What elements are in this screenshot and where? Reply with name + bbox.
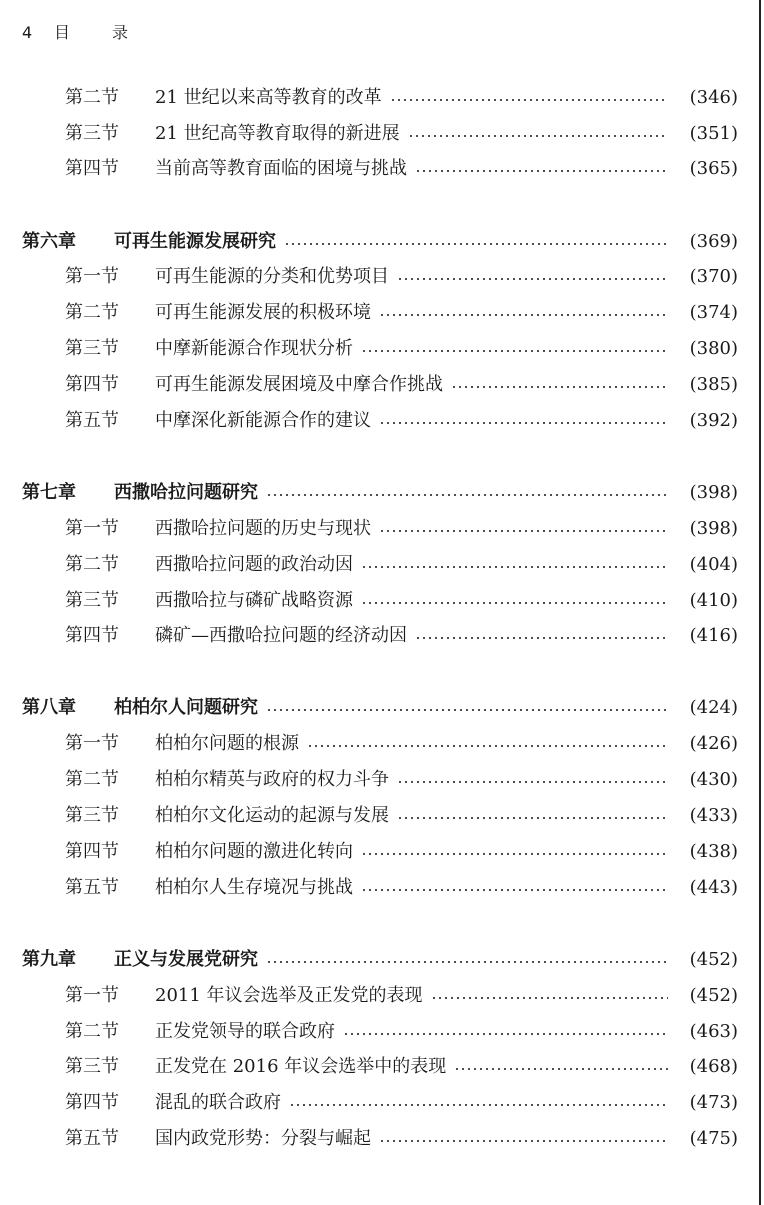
toc-section-entry[interactable] [0,122,760,146]
dot-leader [379,313,668,317]
section-number: 第一节 [65,733,119,754]
entry-title: 2011 年议会选举及正发党的表现 [155,985,423,1006]
entry-title: 柏柏尔问题的根源 [155,733,299,754]
entry-page: (473) [689,1092,738,1113]
toc-section-entry[interactable] [0,1091,760,1115]
dot-leader [343,1032,668,1036]
entry-title: 正发党领导的联合政府 [155,1021,335,1042]
toc-section-entry[interactable] [0,86,760,110]
dot-leader [390,98,668,102]
entry-title: 西撒哈拉问题的政治动因 [155,554,353,575]
toc-section-entry[interactable] [0,589,760,613]
section-number: 第二节 [65,302,119,323]
toc-section-entry[interactable] [0,768,760,792]
entry-title: 可再生能源发展研究 [114,231,276,252]
dot-leader [415,636,668,640]
entry-page: (468) [689,1056,738,1077]
entry-page: (351) [689,123,738,144]
entry-title: 柏柏尔人问题研究 [114,697,258,718]
entry-title: 西撒哈拉问题研究 [114,482,258,503]
entry-page: (452) [689,985,738,1006]
section-number: 第二节 [65,554,119,575]
dot-leader [397,816,668,820]
entry-page: (433) [689,805,738,826]
entry-title: 西撒哈拉与磷矿战略资源 [155,590,353,611]
entry-page: (392) [689,410,738,431]
section-number: 第四节 [65,158,119,179]
entry-title: 中摩新能源合作现状分析 [155,338,353,359]
dot-leader [451,385,668,389]
dot-leader [397,780,668,784]
toc-section-entry[interactable] [0,337,760,361]
chapter-number: 第六章 [22,231,76,252]
toc-section-entry[interactable] [0,517,760,541]
entry-page: (424) [689,697,738,718]
entry-title: 正发党在 2016 年议会选举中的表现 [155,1056,447,1077]
entry-page: (438) [689,841,738,862]
dot-leader [266,493,668,497]
entry-title: 柏柏尔精英与政府的权力斗争 [155,769,389,790]
entry-title: 柏柏尔人生存境况与挑战 [155,877,353,898]
dot-leader [379,421,668,425]
entry-page: (430) [689,769,738,790]
toc-section-entry[interactable] [0,1020,760,1044]
entry-title: 西撒哈拉问题的历史与现状 [155,518,371,539]
dot-leader [454,1067,668,1071]
entry-title: 柏柏尔问题的激进化转向 [155,841,353,862]
entry-page: (398) [689,482,738,503]
entry-title: 混乱的联合政府 [155,1092,281,1113]
entry-title: 可再生能源的分类和优势项目 [155,266,389,287]
entry-page: (463) [689,1021,738,1042]
header-title-char-2: 录 [112,23,129,42]
entry-title: 国内政党形势：分裂与崛起 [155,1128,371,1149]
dot-leader [361,565,668,569]
entry-title: 柏柏尔文化运动的起源与发展 [155,805,389,826]
section-number: 第三节 [65,590,119,611]
entry-page: (443) [689,877,738,898]
entry-page: (346) [689,87,738,108]
entry-page: (475) [689,1128,738,1149]
section-number: 第五节 [65,1128,119,1149]
section-number: 第四节 [65,841,119,862]
chapter-number: 第七章 [22,482,76,503]
entry-title: 21 世纪以来高等教育的改革 [155,87,382,108]
section-number: 第二节 [65,87,119,108]
dot-leader [379,1139,668,1143]
dot-leader [266,960,668,964]
section-number: 第一节 [65,985,119,1006]
entry-title: 正义与发展党研究 [114,949,258,970]
entry-page: (416) [689,625,738,646]
entry-title: 可再生能源发展的积极环境 [155,302,371,323]
dot-leader [361,888,668,892]
toc-section-entry[interactable] [0,301,760,325]
dot-leader [289,1103,668,1107]
section-number: 第三节 [65,123,119,144]
entry-page: (385) [689,374,738,395]
section-number: 第五节 [65,410,119,431]
section-number: 第二节 [65,1021,119,1042]
toc-section-entry[interactable] [0,157,760,181]
entry-page: (410) [689,590,738,611]
dot-leader [431,996,668,1000]
dot-leader [266,708,668,712]
section-number: 第四节 [65,625,119,646]
entry-page: (369) [689,231,738,252]
dot-leader [307,744,668,748]
entry-page: (426) [689,733,738,754]
section-number: 第一节 [65,266,119,287]
section-number: 第二节 [65,769,119,790]
dot-leader [284,242,668,246]
toc-section-entry[interactable] [0,804,760,828]
toc-section-entry[interactable] [0,265,760,289]
toc-section-entry[interactable] [0,840,760,864]
toc-chapter-entry[interactable] [0,948,760,972]
chapter-number: 第九章 [22,949,76,970]
entry-page: (374) [689,302,738,323]
entry-page: (404) [689,554,738,575]
dot-leader [361,852,668,856]
section-number: 第三节 [65,1056,119,1077]
entry-title: 当前高等教育面临的困境与挑战 [155,158,407,179]
dot-leader [415,169,668,173]
toc-section-entry[interactable] [0,732,760,756]
entry-title: 可再生能源发展困境及中摩合作挑战 [155,374,443,395]
header-title-char-1: 目 [54,23,71,42]
page-number: 4 [22,23,33,42]
entry-page: (398) [689,518,738,539]
toc-section-entry[interactable] [0,373,760,397]
section-number: 第五节 [65,877,119,898]
chapter-number: 第八章 [22,697,76,718]
toc-section-entry[interactable] [0,553,760,577]
section-number: 第四节 [65,374,119,395]
toc-section-entry[interactable] [0,1055,760,1079]
toc-section-entry[interactable] [0,409,760,433]
toc-section-entry[interactable] [0,1127,760,1151]
dot-leader [361,349,668,353]
dot-leader [397,277,668,281]
entry-page: (452) [689,949,738,970]
toc-section-entry[interactable] [0,876,760,900]
dot-leader [408,134,668,138]
toc-section-entry[interactable] [0,624,760,648]
section-number: 第三节 [65,805,119,826]
entry-title: 中摩深化新能源合作的建议 [155,410,371,431]
entry-page: (365) [689,158,738,179]
entry-title: 21 世纪高等教育取得的新进展 [155,123,400,144]
entry-page: (370) [689,266,738,287]
dot-leader [361,601,668,605]
toc-chapter-entry[interactable] [0,230,760,254]
entry-title: 磷矿—西撒哈拉问题的经济动因 [155,625,407,646]
toc-chapter-entry[interactable] [0,481,760,505]
section-number: 第三节 [65,338,119,359]
toc-chapter-entry[interactable] [0,696,760,720]
dot-leader [379,529,668,533]
toc-section-entry[interactable] [0,984,760,1008]
section-number: 第四节 [65,1092,119,1113]
section-number: 第一节 [65,518,119,539]
entry-page: (380) [689,338,738,359]
